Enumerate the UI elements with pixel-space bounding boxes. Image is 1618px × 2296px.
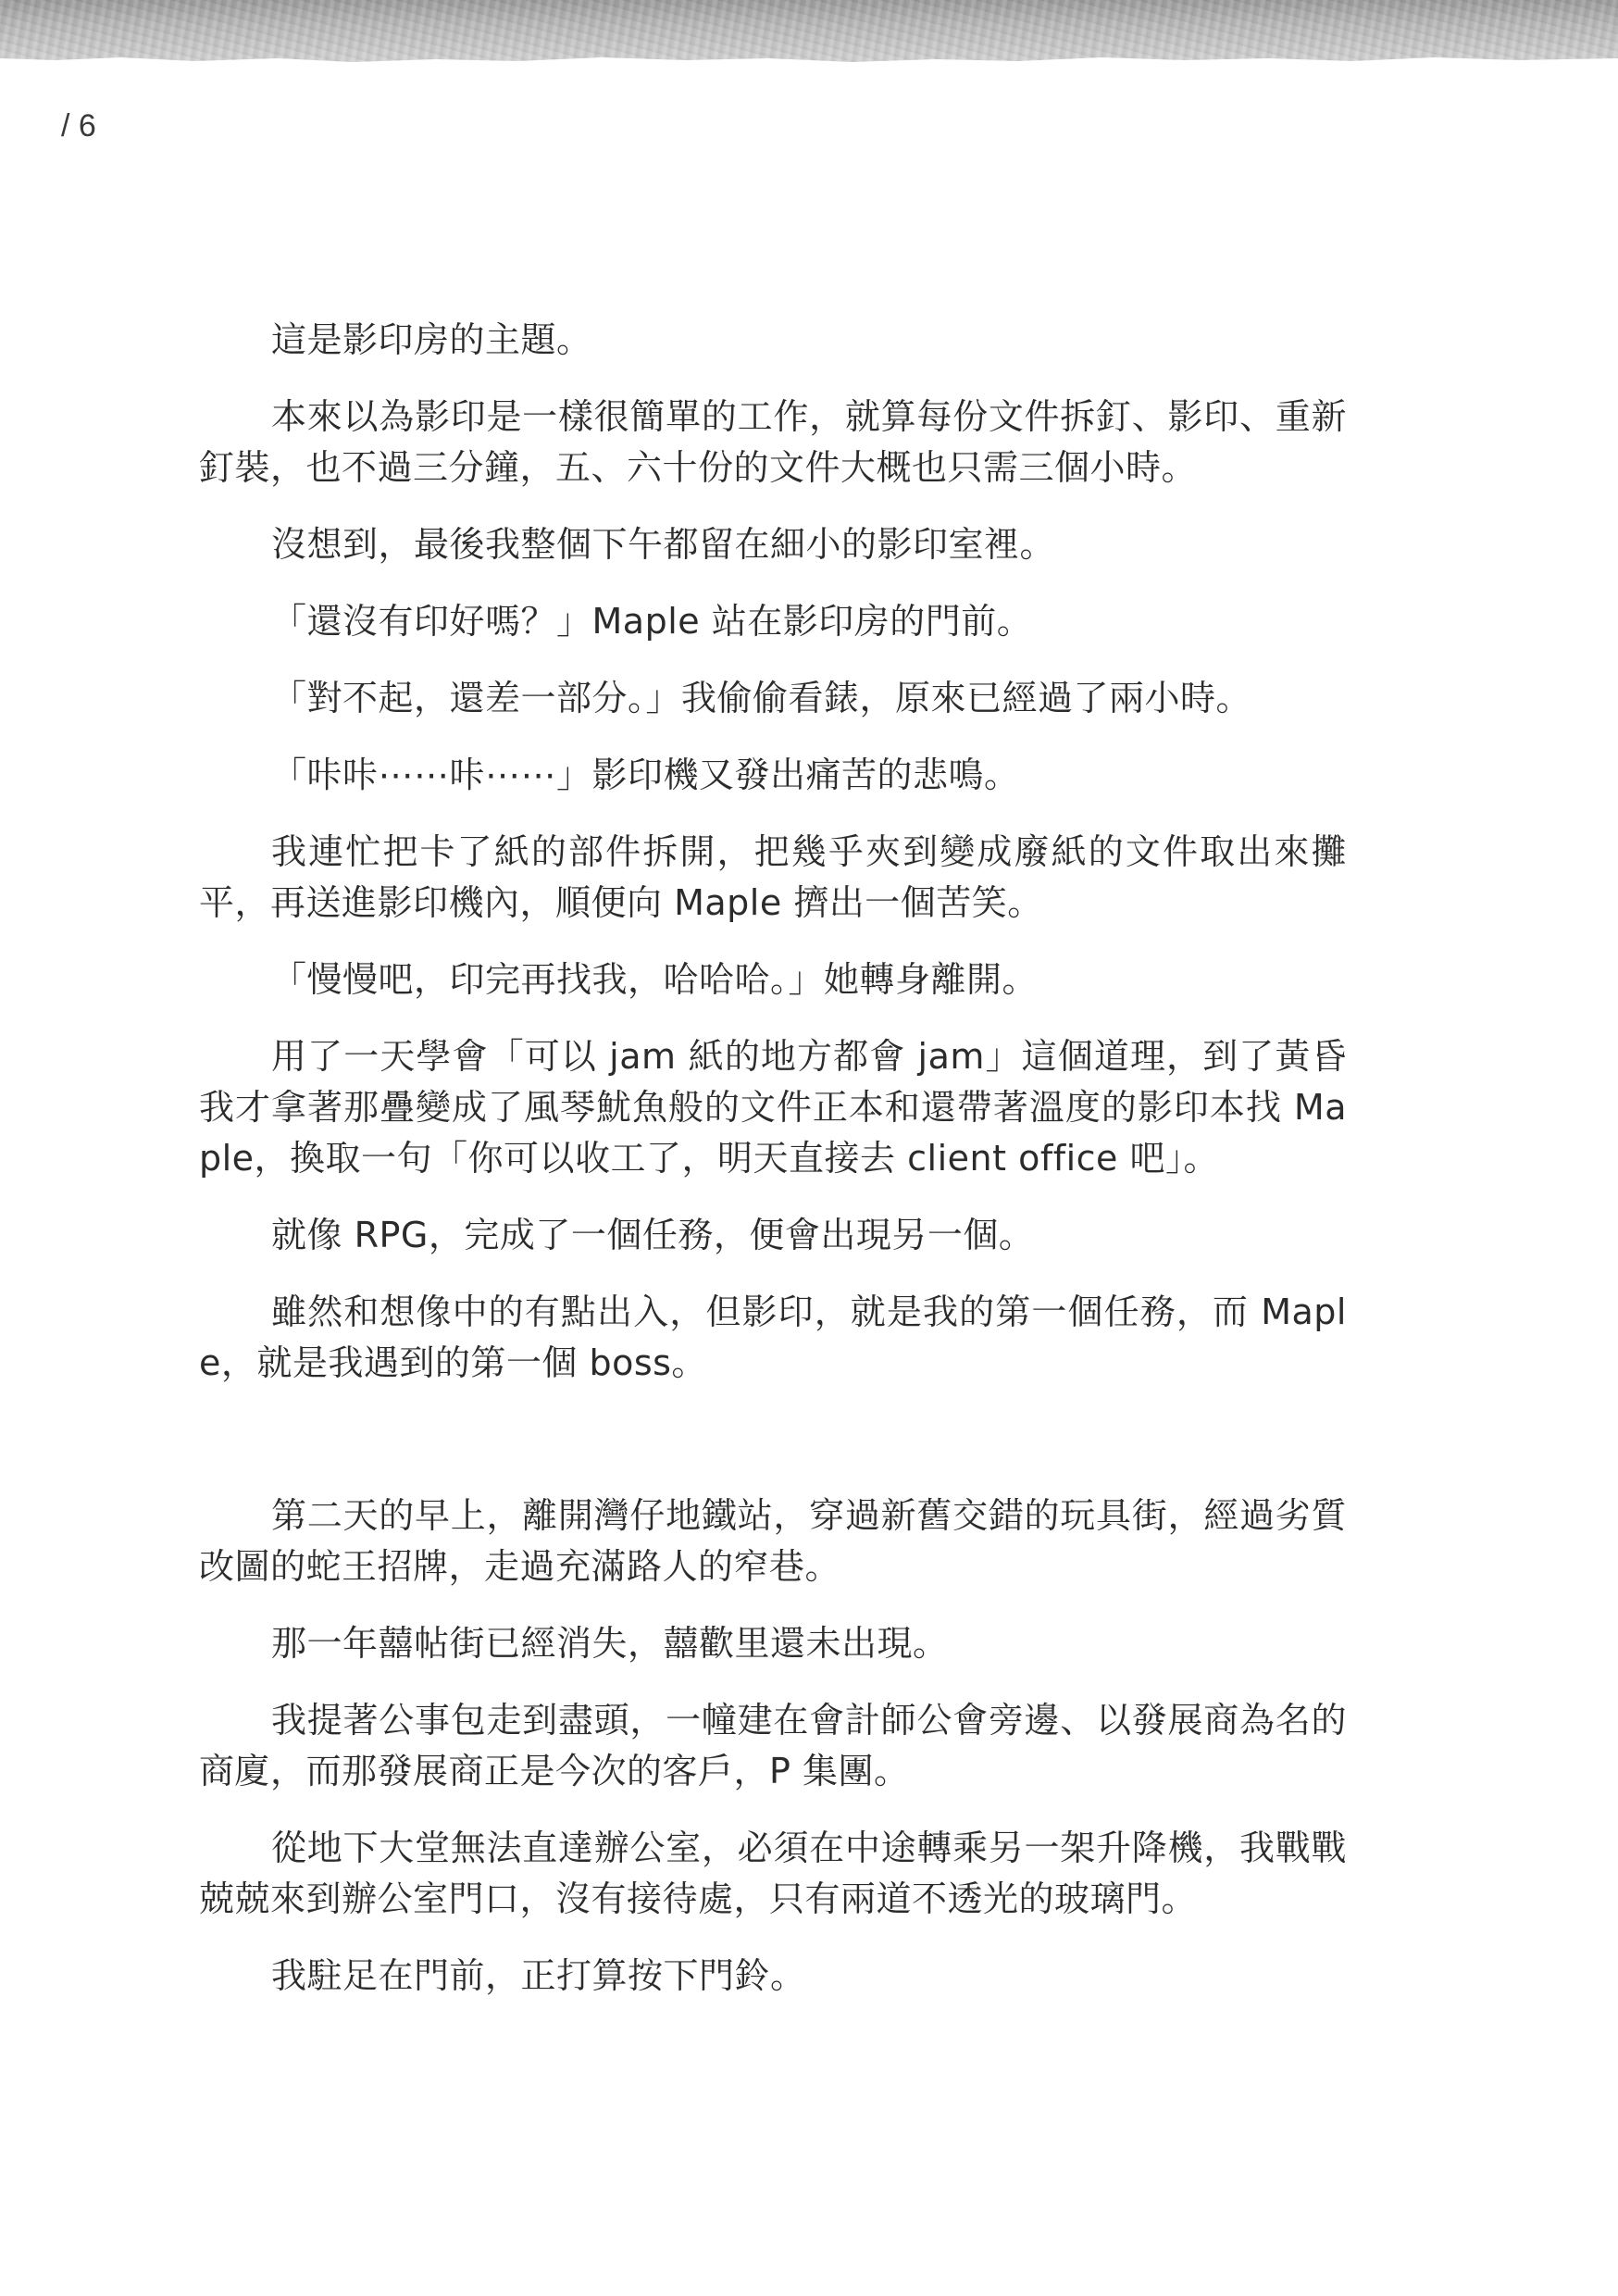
paragraph: 這是影印房的主題。 (271, 319, 592, 360)
paragraph: 沒想到，最後我整個下午都留在細小的影印室裡。 (271, 524, 1056, 565)
paragraph: 我提著公事包走到盡頭，一幢建在會計師公會旁邊、以發展商為名的商廈，而那發展商正是今次的客戶，P 集團。 (199, 1700, 1347, 1791)
paragraph: 那一年囍帖街已經消失，囍歡里還未出現。 (271, 1623, 949, 1664)
paragraph: 我駐足在門前，正打算按下門鈴。 (271, 1955, 806, 1996)
section-break (199, 1415, 1347, 1491)
paragraph: 「對不起，還差一部分。」我偷偷看錶，原來已經過了兩小時。 (271, 678, 1252, 718)
paragraph: 我連忙把卡了紙的部件拆開，把幾乎夾到變成廢紙的文件取出來攤平，再送進影印機內，順便向 Maple 擠出一個苦笑。 (199, 831, 1347, 923)
paragraph: 「咔咔⋯⋯咔⋯⋯」影印機又發出痛苦的悲鳴。 (271, 755, 1020, 795)
paragraph: 「還沒有印好嗎？」Maple 站在影印房的門前。 (271, 601, 1033, 642)
paragraph: 本來以為影印是一樣很簡單的工作，就算每份文件拆釘、影印、重新釘裝，也不過三分鐘，五、六十份的文件大概也只需三個小時。 (199, 396, 1347, 488)
paragraph: 雖然和想像中的有點出入，但影印，就是我的第一個任務，而 Maple，就是我遇到的第一個 boss。 (199, 1292, 1347, 1383)
paragraph: 用了一天學會「可以 jam 紙的地方都會 jam」這個道理，到了黃昏我才拿著那疊變成了風琴魷魚般的文件正本和還帶著溫度的影印本找 Maple，換取一句「你可以收工了，明天直接去 client office 吧」。 (199, 1036, 1347, 1179)
paragraph: 「慢慢吧，印完再找我，哈哈哈。」她轉身離開。 (271, 959, 1039, 1000)
paragraph: 從地下大堂無法直達辦公室，必須在中途轉乘另一架升降機，我戰戰兢兢來到辦公室門口，沒有接待處，只有兩道不透光的玻璃門。 (199, 1828, 1347, 1919)
top-decorative-banner (0, 0, 1618, 67)
body-text (199, 315, 1347, 2028)
paragraph: 第二天的早上，離開灣仔地鐵站，穿過新舊交錯的玩具街，經過劣質改圖的蛇王招牌，走過充滿路人的窄巷。 (199, 1495, 1347, 1587)
paragraph: 就像 RPG，完成了一個任務，便會出現另一個。 (271, 1215, 1035, 1255)
banner-torn-edge (0, 53, 1618, 68)
page-number: / 6 (61, 108, 96, 144)
